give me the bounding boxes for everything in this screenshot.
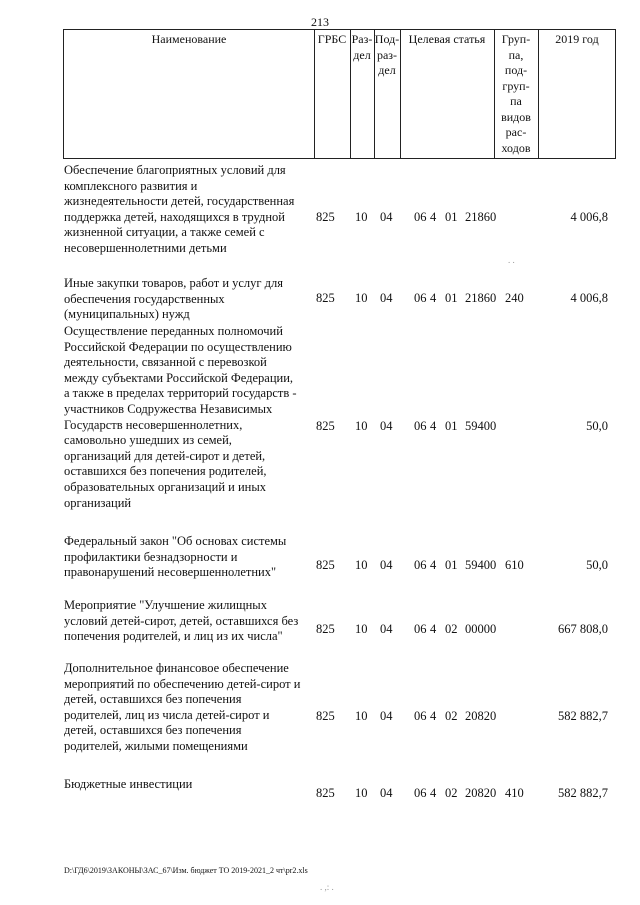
cell-cs-subprogram: 4 <box>430 622 437 636</box>
cell-razdel: 10 <box>355 210 368 224</box>
cell-cs-subprogram: 4 <box>430 709 437 723</box>
cell-cs-code: 00000 <box>465 622 497 636</box>
cell-podrazdel: 04 <box>380 419 393 433</box>
cell-razdel: 10 <box>355 291 368 305</box>
cell-razdel: 10 <box>355 558 368 572</box>
cell-grbs: 825 <box>316 419 335 433</box>
cell-podrazdel: 04 <box>380 786 393 800</box>
header-group: Груп- па, под- груп- па видов рас- ходов <box>501 32 531 155</box>
cell-podrazdel: 04 <box>380 709 393 723</box>
cell-cs-event: 01 <box>445 210 458 224</box>
cell-cs-code: 21860 <box>465 291 497 305</box>
cell-cs-subprogram: 4 <box>430 786 437 800</box>
cell-vr: 240 <box>505 291 524 305</box>
cell-razdel: 10 <box>355 709 368 723</box>
cell-cs-event: 02 <box>445 622 458 636</box>
header-razdel: Раз- дел <box>351 32 373 62</box>
cell-cs-program: 06 <box>414 210 427 224</box>
cell-grbs: 825 <box>316 709 335 723</box>
cell-cs-code: 20820 <box>465 786 497 800</box>
row-name: Бюджетные инвестиции <box>64 777 193 791</box>
cell-cs-code: 59400 <box>465 558 497 572</box>
cell-cs-subprogram: 4 <box>430 558 437 572</box>
cell-cs-event: 02 <box>445 709 458 723</box>
file-path-footer: D:\ГД6\2019\ЗАКОНЫ\ЗАС_67\Изм. бюджет ТО 2019-2021_2 чт\pr2.xls <box>64 866 308 875</box>
cell-vr: 610 <box>505 558 524 572</box>
cell-cs-subprogram: 4 <box>430 291 437 305</box>
cell-cs-program: 06 <box>414 786 427 800</box>
cell-sum: 582 882,7 <box>558 709 608 723</box>
cell-sum: 667 808,0 <box>558 622 608 636</box>
cell-podrazdel: 04 <box>380 291 393 305</box>
page-number: 213 <box>311 15 329 29</box>
cell-podrazdel: 04 <box>380 622 393 636</box>
row-name: Иные закупки товаров, работ и услуг для обеспечения государственных (муниципальных) нужд <box>64 276 284 322</box>
cell-cs-code: 59400 <box>465 419 497 433</box>
cell-cs-program: 06 <box>414 622 427 636</box>
cell-cs-subprogram: 4 <box>430 210 437 224</box>
cell-cs-subprogram: 4 <box>430 419 437 433</box>
table-header <box>63 29 616 159</box>
cell-cs-program: 06 <box>414 291 427 305</box>
header-grbs: ГРБС <box>317 32 347 46</box>
row-name: Федеральный закон "Об основах системы профилактики безнадзорности и правонарушений несовершеннолетних" <box>64 534 287 580</box>
row-name: Мероприятие "Улучшение жилищных условий детей-сирот, детей, оставшихся без попечения родителей, и лиц из их числа" <box>64 598 299 644</box>
cell-cs-program: 06 <box>414 419 427 433</box>
header-name: Наименование <box>151 32 227 46</box>
header-podrazdel: Под- раз- дел <box>374 32 400 77</box>
cell-vr: 410 <box>505 786 524 800</box>
scan-speck: . ,: . <box>320 882 334 892</box>
cell-sum: 4 006,8 <box>570 210 608 224</box>
cell-cs-code: 21860 <box>465 210 497 224</box>
cell-razdel: 10 <box>355 622 368 636</box>
cell-grbs: 825 <box>316 291 335 305</box>
cell-cs-event: 01 <box>445 291 458 305</box>
cell-sum: 582 882,7 <box>558 786 608 800</box>
cell-cs-program: 06 <box>414 558 427 572</box>
scan-speck: . . <box>508 255 515 265</box>
cell-podrazdel: 04 <box>380 558 393 572</box>
cell-cs-code: 20820 <box>465 709 497 723</box>
cell-sum: 50,0 <box>586 419 608 433</box>
header-year: 2019 год <box>555 32 599 46</box>
cell-grbs: 825 <box>316 786 335 800</box>
cell-sum: 4 006,8 <box>570 291 608 305</box>
cell-cs-program: 06 <box>414 709 427 723</box>
row-name: Обеспечение благоприятных условий для комплексного развития и жизнедеятельности детей, государственная поддержка детей, находящихся в трудной жизненной ситуации, а также семей с несовершеннолетними детьми <box>64 163 295 255</box>
cell-sum: 50,0 <box>586 558 608 572</box>
cell-razdel: 10 <box>355 786 368 800</box>
cell-grbs: 825 <box>316 558 335 572</box>
row-name: Дополнительное финансовое обеспечение мероприятий по обеспечению детей-сирот и детей, оставшихся без попечения родителей, лиц из числа детей-сирот и детей, оставшихся без попечения родителей, жилыми помещениями <box>64 661 301 753</box>
cell-podrazdel: 04 <box>380 210 393 224</box>
header-target-article: Целевая статья <box>408 32 486 46</box>
cell-cs-event: 01 <box>445 558 458 572</box>
cell-grbs: 825 <box>316 210 335 224</box>
cell-cs-event: 02 <box>445 786 458 800</box>
cell-razdel: 10 <box>355 419 368 433</box>
row-name: Осуществление переданных полномочий Российской Федерации по осуществлению деятельности, связанной с перевозкой между субъектами Российской Федерации, а также в пределах территорий государств - участников Содружества Независимых Государств несовершеннолетних, самовольно ушедших из семей, организаций для детей-сирот и детей, оставшихся без попечения родителей, образовательных организаций и иных организаций <box>64 324 297 510</box>
cell-grbs: 825 <box>316 622 335 636</box>
cell-cs-event: 01 <box>445 419 458 433</box>
